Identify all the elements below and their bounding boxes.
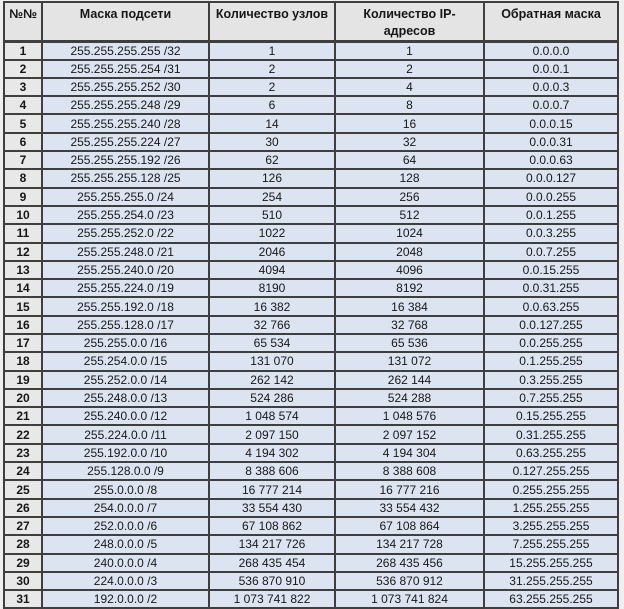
- data-cell: 33 554 432: [335, 499, 484, 517]
- data-cell: 0.0.0.255: [484, 188, 618, 206]
- row-index-cell: 4: [4, 96, 42, 114]
- data-cell: 8: [335, 96, 484, 114]
- data-cell: 248.0.0.0 /5: [42, 535, 209, 553]
- data-cell: 255.254.0.0 /15: [42, 352, 209, 370]
- row-index-cell: 11: [4, 224, 42, 242]
- data-cell: 255.255.255.252 /30: [42, 78, 209, 96]
- data-cell: 268 435 456: [335, 554, 484, 572]
- table-header: [4, 2, 618, 41]
- data-cell: 64: [335, 151, 484, 169]
- data-cell: 8 388 606: [209, 462, 335, 480]
- data-cell: 192.0.0.0 /2: [42, 590, 209, 608]
- data-cell: 16 777 216: [335, 480, 484, 498]
- data-cell: 65 534: [209, 334, 335, 352]
- column-header: №№: [4, 2, 42, 41]
- table-row: [4, 425, 618, 443]
- data-cell: 1024: [335, 224, 484, 242]
- table-row: [4, 114, 618, 132]
- table-row: [4, 60, 618, 78]
- table-row: [4, 243, 618, 261]
- table-row: [4, 480, 618, 498]
- data-cell: 255.255.255.0 /24: [42, 188, 209, 206]
- table-row: [4, 535, 618, 553]
- data-cell: 2: [209, 60, 335, 78]
- data-cell: 255.255.255.248 /29: [42, 96, 209, 114]
- data-cell: 255.248.0.0 /13: [42, 389, 209, 407]
- table-row: [4, 224, 618, 242]
- data-cell: 255.255.255.255 /32: [42, 41, 209, 59]
- row-index-cell: 16: [4, 316, 42, 334]
- row-index-cell: 12: [4, 243, 42, 261]
- data-cell: 31.255.255.255: [484, 572, 618, 590]
- data-cell: 2 097 152: [335, 425, 484, 443]
- data-cell: 0.0.0.63: [484, 151, 618, 169]
- data-cell: 1 073 741 822: [209, 590, 335, 608]
- data-cell: 62: [209, 151, 335, 169]
- data-cell: 0.0.1.255: [484, 206, 618, 224]
- data-cell: 2: [335, 60, 484, 78]
- table-row: [4, 78, 618, 96]
- table-row: [4, 352, 618, 370]
- data-cell: 1: [209, 41, 335, 59]
- row-index-cell: 19: [4, 371, 42, 389]
- table-row: [4, 590, 618, 608]
- data-cell: 0.0.0.31: [484, 133, 618, 151]
- row-index-cell: 13: [4, 261, 42, 279]
- table-row: [4, 389, 618, 407]
- data-cell: 67 108 864: [335, 517, 484, 535]
- data-cell: 131 072: [335, 352, 484, 370]
- table-row: [4, 41, 618, 59]
- data-cell: 134 217 728: [335, 535, 484, 553]
- data-cell: 4096: [335, 261, 484, 279]
- data-cell: 0.0.0.15: [484, 114, 618, 132]
- data-cell: 4 194 304: [335, 444, 484, 462]
- table-row: [4, 151, 618, 169]
- row-index-cell: 2: [4, 60, 42, 78]
- data-cell: 0.0.3.255: [484, 224, 618, 242]
- column-header: Количество узлов: [209, 2, 335, 41]
- data-cell: 126: [209, 169, 335, 187]
- data-cell: 255.255.128.0 /17: [42, 316, 209, 334]
- data-cell: 255.240.0.0 /12: [42, 407, 209, 425]
- header-row: [4, 2, 618, 41]
- data-cell: 252.0.0.0 /6: [42, 517, 209, 535]
- row-index-cell: 9: [4, 188, 42, 206]
- data-cell: 0.0.0.127: [484, 169, 618, 187]
- row-index-cell: 10: [4, 206, 42, 224]
- table-row: [4, 261, 618, 279]
- data-cell: 8 388 608: [335, 462, 484, 480]
- data-cell: 262 144: [335, 371, 484, 389]
- data-cell: 32 768: [335, 316, 484, 334]
- data-cell: 0.3.255.255: [484, 371, 618, 389]
- data-cell: 0.31.255.255: [484, 425, 618, 443]
- data-cell: 255.192.0.0 /10: [42, 444, 209, 462]
- data-cell: 255.255.255.192 /26: [42, 151, 209, 169]
- row-index-cell: 23: [4, 444, 42, 462]
- table-row: [4, 517, 618, 535]
- data-cell: 255.224.0.0 /11: [42, 425, 209, 443]
- data-cell: 0.0.31.255: [484, 279, 618, 297]
- row-index-cell: 25: [4, 480, 42, 498]
- data-cell: 255.255.255.254 /31: [42, 60, 209, 78]
- data-cell: 63.255.255.255: [484, 590, 618, 608]
- data-cell: 536 870 912: [335, 572, 484, 590]
- data-cell: 0.0.0.7: [484, 96, 618, 114]
- data-cell: 4094: [209, 261, 335, 279]
- table-row: [4, 462, 618, 480]
- data-cell: 512: [335, 206, 484, 224]
- table-row: [4, 297, 618, 315]
- data-cell: 254: [209, 188, 335, 206]
- data-cell: 0.127.255.255: [484, 462, 618, 480]
- row-index-cell: 24: [4, 462, 42, 480]
- data-cell: 524 288: [335, 389, 484, 407]
- data-cell: 0.0.0.3: [484, 78, 618, 96]
- data-cell: 510: [209, 206, 335, 224]
- data-cell: 0.63.255.255: [484, 444, 618, 462]
- table-row: [4, 169, 618, 187]
- data-cell: 255.0.0.0 /8: [42, 480, 209, 498]
- data-cell: 536 870 910: [209, 572, 335, 590]
- table-body: [4, 41, 618, 608]
- data-cell: 8190: [209, 279, 335, 297]
- row-index-cell: 26: [4, 499, 42, 517]
- data-cell: 1 048 576: [335, 407, 484, 425]
- row-index-cell: 6: [4, 133, 42, 151]
- data-cell: 16 384: [335, 297, 484, 315]
- row-index-cell: 18: [4, 352, 42, 370]
- table-row: [4, 316, 618, 334]
- column-header: Маска подсети: [42, 2, 209, 41]
- data-cell: 256: [335, 188, 484, 206]
- table-row: [4, 188, 618, 206]
- row-index-cell: 27: [4, 517, 42, 535]
- data-cell: 0.1.255.255: [484, 352, 618, 370]
- data-cell: 32 766: [209, 316, 335, 334]
- data-cell: 0.7.255.255: [484, 389, 618, 407]
- data-cell: 0.0.127.255: [484, 316, 618, 334]
- data-cell: 255.252.0.0 /14: [42, 371, 209, 389]
- row-index-cell: 29: [4, 554, 42, 572]
- table-row: [4, 444, 618, 462]
- data-cell: 0.0.0.0: [484, 41, 618, 59]
- table-row: [4, 334, 618, 352]
- table-row: [4, 572, 618, 590]
- data-cell: 131 070: [209, 352, 335, 370]
- data-cell: 255.255.252.0 /22: [42, 224, 209, 242]
- data-cell: 255.255.0.0 /16: [42, 334, 209, 352]
- data-cell: 0.0.15.255: [484, 261, 618, 279]
- data-cell: 240.0.0.0 /4: [42, 554, 209, 572]
- row-index-cell: 5: [4, 114, 42, 132]
- data-cell: 4: [335, 78, 484, 96]
- table-row: [4, 554, 618, 572]
- row-index-cell: 21: [4, 407, 42, 425]
- data-cell: 255.255.240.0 /20: [42, 261, 209, 279]
- column-header: Обратная маска: [484, 2, 618, 41]
- table-row: [4, 133, 618, 151]
- data-cell: 254.0.0.0 /7: [42, 499, 209, 517]
- table-row: [4, 371, 618, 389]
- data-cell: 16 777 214: [209, 480, 335, 498]
- data-cell: 30: [209, 133, 335, 151]
- data-cell: 0.0.255.255: [484, 334, 618, 352]
- data-cell: 2048: [335, 243, 484, 261]
- column-header: Количество IP-адресов: [335, 2, 484, 41]
- data-cell: 128: [335, 169, 484, 187]
- data-cell: 255.255.254.0 /23: [42, 206, 209, 224]
- data-cell: 0.255.255.255: [484, 480, 618, 498]
- row-index-cell: 31: [4, 590, 42, 608]
- row-index-cell: 17: [4, 334, 42, 352]
- data-cell: 1 048 574: [209, 407, 335, 425]
- row-index-cell: 22: [4, 425, 42, 443]
- table-row: [4, 407, 618, 425]
- data-cell: 268 435 454: [209, 554, 335, 572]
- data-cell: 0.15.255.255: [484, 407, 618, 425]
- data-cell: 1: [335, 41, 484, 59]
- data-cell: 14: [209, 114, 335, 132]
- data-cell: 255.255.255.224 /27: [42, 133, 209, 151]
- table-row: [4, 279, 618, 297]
- data-cell: 0.0.7.255: [484, 243, 618, 261]
- row-index-cell: 28: [4, 535, 42, 553]
- data-cell: 67 108 862: [209, 517, 335, 535]
- row-index-cell: 20: [4, 389, 42, 407]
- data-cell: 224.0.0.0 /3: [42, 572, 209, 590]
- data-cell: 1.255.255.255: [484, 499, 618, 517]
- data-cell: 32: [335, 133, 484, 151]
- data-cell: 16: [335, 114, 484, 132]
- data-cell: 255.255.255.128 /25: [42, 169, 209, 187]
- data-cell: 524 286: [209, 389, 335, 407]
- data-cell: 1022: [209, 224, 335, 242]
- data-cell: 0.0.63.255: [484, 297, 618, 315]
- data-cell: 255.255.248.0 /21: [42, 243, 209, 261]
- data-cell: 6: [209, 96, 335, 114]
- row-index-cell: 14: [4, 279, 42, 297]
- data-cell: 65 536: [335, 334, 484, 352]
- data-cell: 7.255.255.255: [484, 535, 618, 553]
- data-cell: 255.255.224.0 /19: [42, 279, 209, 297]
- data-cell: 8192: [335, 279, 484, 297]
- data-cell: 15.255.255.255: [484, 554, 618, 572]
- data-cell: 16 382: [209, 297, 335, 315]
- subnet-table: [3, 1, 619, 609]
- data-cell: 2: [209, 78, 335, 96]
- data-cell: 3.255.255.255: [484, 517, 618, 535]
- row-index-cell: 8: [4, 169, 42, 187]
- row-index-cell: 15: [4, 297, 42, 315]
- data-cell: 2 097 150: [209, 425, 335, 443]
- row-index-cell: 3: [4, 78, 42, 96]
- row-index-cell: 30: [4, 572, 42, 590]
- data-cell: 255.255.255.240 /28: [42, 114, 209, 132]
- data-cell: 262 142: [209, 371, 335, 389]
- data-cell: 1 073 741 824: [335, 590, 484, 608]
- row-index-cell: 7: [4, 151, 42, 169]
- data-cell: 33 554 430: [209, 499, 335, 517]
- data-cell: 4 194 302: [209, 444, 335, 462]
- table-row: [4, 96, 618, 114]
- data-cell: 0.0.0.1: [484, 60, 618, 78]
- data-cell: 134 217 726: [209, 535, 335, 553]
- data-cell: 255.128.0.0 /9: [42, 462, 209, 480]
- table-row: [4, 206, 618, 224]
- table-row: [4, 499, 618, 517]
- data-cell: 255.255.192.0 /18: [42, 297, 209, 315]
- row-index-cell: 1: [4, 41, 42, 59]
- data-cell: 2046: [209, 243, 335, 261]
